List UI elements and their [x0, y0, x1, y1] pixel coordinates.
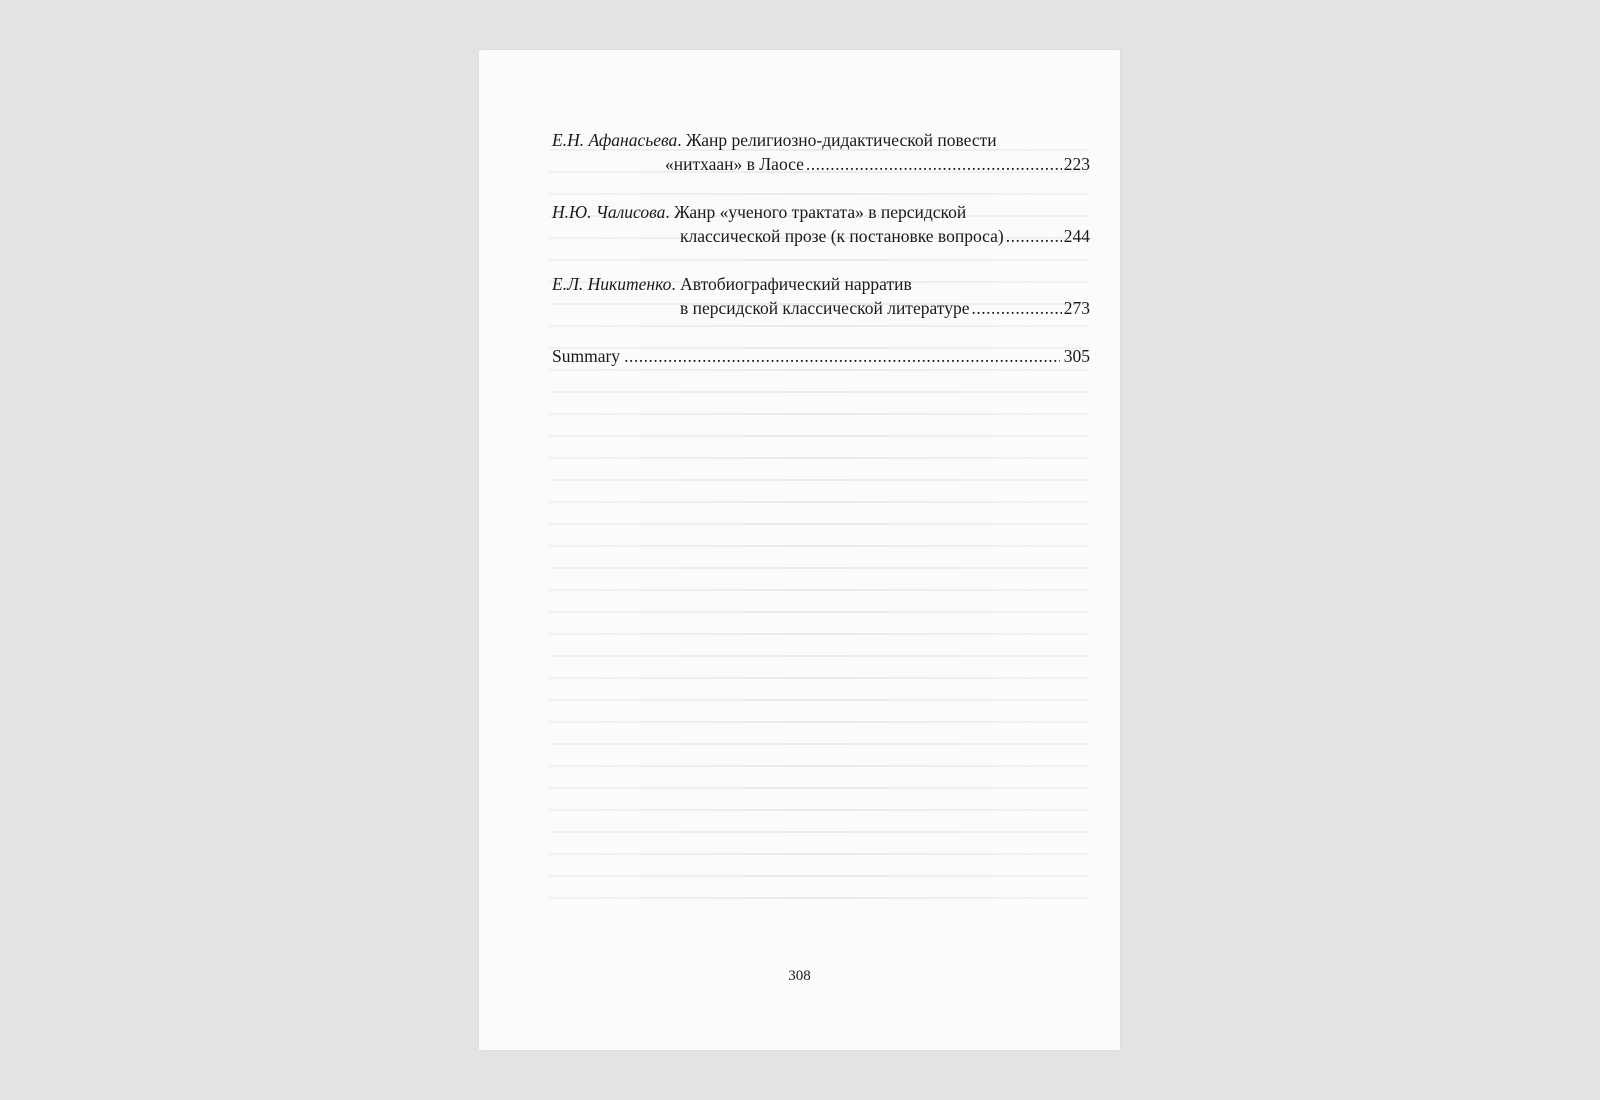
- dot-leader: [971, 296, 1061, 320]
- toc-entry-title: . Жанр «ученого трактата» в персидской: [665, 202, 967, 222]
- summary-page-number: 305: [1063, 346, 1090, 366]
- toc-entry-title-continued: в персидской классической литературе: [680, 298, 970, 318]
- toc-entry-page-number: 273: [1063, 298, 1090, 318]
- toc-entry-title: . Жанр религиозно-дидактической повести: [677, 130, 997, 150]
- page-number: 308: [788, 968, 811, 984]
- table-of-contents: [552, 128, 1090, 368]
- toc-entry: [552, 200, 1090, 248]
- dot-leader: [1006, 224, 1062, 248]
- book-page: [479, 50, 1120, 1050]
- toc-entry-page-number: 244: [1063, 226, 1090, 246]
- toc-entry-author: Е.Н. Афанасьева: [552, 130, 678, 150]
- toc-entry: [552, 272, 1090, 320]
- dot-leader: [624, 344, 1060, 368]
- summary-label: Summary: [552, 346, 621, 366]
- toc-entry-title: . Автобиографический нарратив: [671, 274, 912, 294]
- toc-entry-title-continued: классической прозе (к постановке вопроса): [680, 226, 1004, 246]
- toc-entry-page-number: 223: [1063, 154, 1090, 174]
- dot-leader: [806, 152, 1062, 176]
- toc-entry-title-continued: «нитхаан» в Лаосе: [665, 154, 804, 174]
- toc-entry: [552, 128, 1090, 176]
- toc-summary-entry: [552, 344, 1090, 368]
- toc-entry-author: Н.Ю. Чалисова: [552, 202, 666, 222]
- toc-entry-author: Е.Л. Никитенко: [552, 274, 672, 294]
